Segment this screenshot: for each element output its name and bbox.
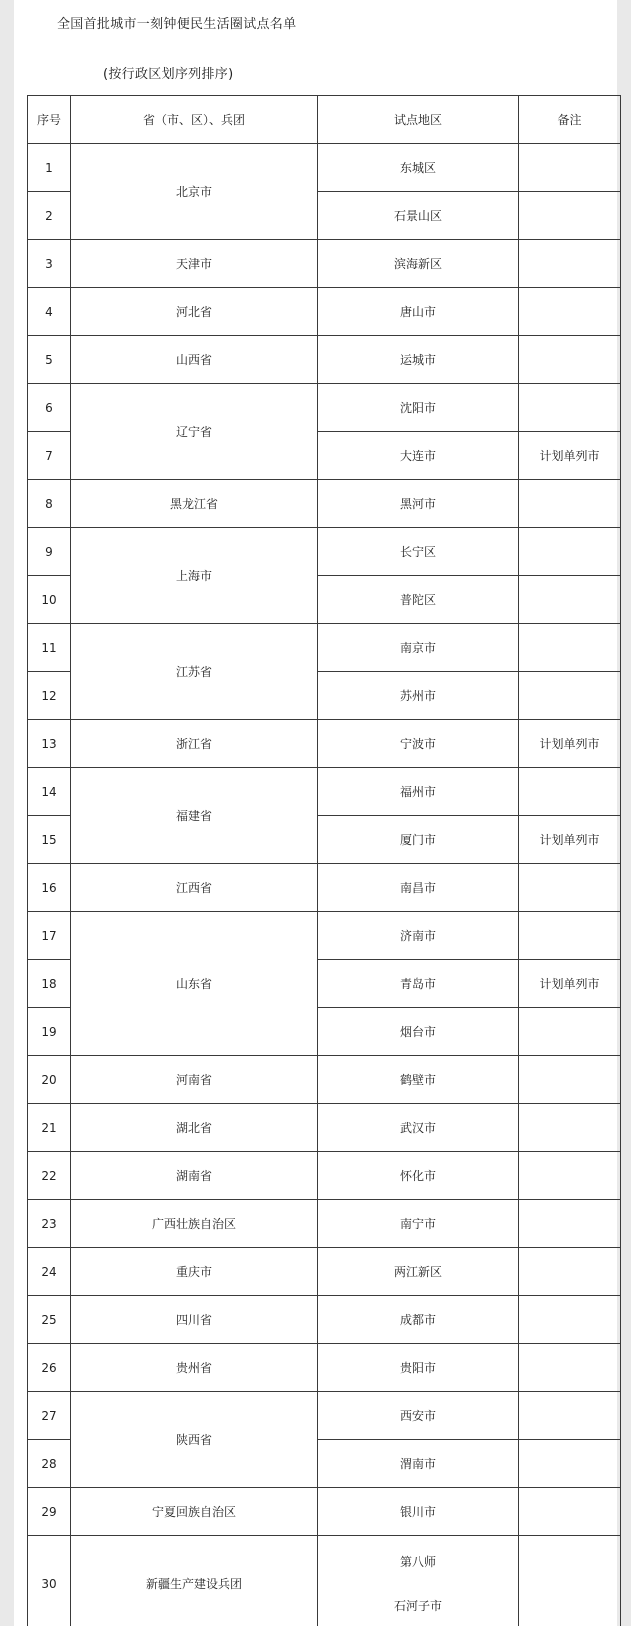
table-row: [28, 624, 621, 672]
row-area-line: 石河子市: [393, 1599, 442, 1613]
row-no: 18: [28, 960, 71, 1008]
header-province: 省（市、区）、兵团: [71, 96, 318, 144]
row-note: 计划单列市: [519, 720, 621, 768]
row-area: 青岛市: [318, 960, 519, 1008]
row-area: 贵阳市: [318, 1344, 519, 1392]
row-no: 16: [28, 864, 71, 912]
row-area: 南昌市: [318, 864, 519, 912]
table-row: [28, 1536, 621, 1626]
row-no: 26: [28, 1344, 71, 1392]
row-note: [519, 1392, 621, 1440]
row-note: [519, 768, 621, 816]
row-no: 14: [28, 768, 71, 816]
row-area: 渭南市: [318, 1440, 519, 1488]
row-no: 20: [28, 1056, 71, 1104]
header-no: 序号: [28, 96, 71, 144]
row-province: 陕西省: [71, 1392, 318, 1488]
row-note: [519, 1056, 621, 1104]
row-no: 25: [28, 1296, 71, 1344]
row-no: 2: [28, 192, 71, 240]
row-no: 11: [28, 624, 71, 672]
row-no: 30: [28, 1536, 71, 1626]
row-province: 河南省: [71, 1056, 318, 1104]
row-area: 沈阳市: [318, 384, 519, 432]
table-row: [28, 1296, 621, 1344]
row-no: 4: [28, 288, 71, 336]
row-province: 黑龙江省: [71, 480, 318, 528]
row-area: [318, 1536, 519, 1626]
row-note: [519, 1008, 621, 1056]
row-province: 宁夏回族自治区: [71, 1488, 318, 1536]
row-province: 福建省: [71, 768, 318, 864]
row-note: [519, 1248, 621, 1296]
row-province: 上海市: [71, 528, 318, 624]
row-note: [519, 1200, 621, 1248]
row-note: [519, 528, 621, 576]
row-note: 计划单列市: [519, 816, 621, 864]
table-row: [28, 864, 621, 912]
row-area: 运城市: [318, 336, 519, 384]
row-no: 5: [28, 336, 71, 384]
row-note: [519, 192, 621, 240]
row-note: [519, 1344, 621, 1392]
document-title: 全国首批城市一刻钟便民生活圈试点名单: [57, 17, 297, 32]
row-note: [519, 1296, 621, 1344]
row-note: [519, 672, 621, 720]
row-no: 28: [28, 1440, 71, 1488]
table-row: [28, 1248, 621, 1296]
row-area: 南京市: [318, 624, 519, 672]
table-row: [28, 528, 621, 576]
row-no: 21: [28, 1104, 71, 1152]
row-area: 厦门市: [318, 816, 519, 864]
table-row: [28, 336, 621, 384]
row-no: 15: [28, 816, 71, 864]
row-area: 福州市: [318, 768, 519, 816]
row-note: [519, 1104, 621, 1152]
table-row: [28, 1488, 621, 1536]
row-note: [519, 144, 621, 192]
row-province: 浙江省: [71, 720, 318, 768]
row-no: 24: [28, 1248, 71, 1296]
row-note: [519, 480, 621, 528]
table-row: [28, 1344, 621, 1392]
row-no: 10: [28, 576, 71, 624]
row-area: 西安市: [318, 1392, 519, 1440]
row-note: [519, 288, 621, 336]
table-row: [28, 768, 621, 816]
row-area: 黑河市: [318, 480, 519, 528]
row-no: 12: [28, 672, 71, 720]
row-note: [519, 1152, 621, 1200]
row-note: [519, 624, 621, 672]
row-no: 7: [28, 432, 71, 480]
row-area: 济南市: [318, 912, 519, 960]
row-no: 23: [28, 1200, 71, 1248]
table-row: [28, 480, 621, 528]
row-note: 计划单列市: [519, 432, 621, 480]
row-area: 普陀区: [318, 576, 519, 624]
row-no: 27: [28, 1392, 71, 1440]
row-note: 计划单列市: [519, 960, 621, 1008]
row-area: 武汉市: [318, 1104, 519, 1152]
row-area: 成都市: [318, 1296, 519, 1344]
row-note: [519, 576, 621, 624]
row-province: 重庆市: [71, 1248, 318, 1296]
row-area: 烟台市: [318, 1008, 519, 1056]
row-area: 鹤壁市: [318, 1056, 519, 1104]
row-area: 南宁市: [318, 1200, 519, 1248]
row-province: 北京市: [71, 144, 318, 240]
row-no: 17: [28, 912, 71, 960]
row-province: 四川省: [71, 1296, 318, 1344]
table-row: [28, 912, 621, 960]
row-note: [519, 1536, 621, 1626]
row-no: 9: [28, 528, 71, 576]
row-province: 山东省: [71, 912, 318, 1056]
row-note: [519, 240, 621, 288]
row-area: 石景山区: [318, 192, 519, 240]
row-no: 13: [28, 720, 71, 768]
row-area: 长宁区: [318, 528, 519, 576]
row-no: 6: [28, 384, 71, 432]
row-province: 辽宁省: [71, 384, 318, 480]
row-province: 湖南省: [71, 1152, 318, 1200]
row-area: 唐山市: [318, 288, 519, 336]
header-area: 试点地区: [318, 96, 519, 144]
row-note: [519, 1440, 621, 1488]
row-note: [519, 912, 621, 960]
row-no: 29: [28, 1488, 71, 1536]
row-area: 滨海新区: [318, 240, 519, 288]
row-note: [519, 384, 621, 432]
row-note: [519, 1488, 621, 1536]
row-province: 天津市: [71, 240, 318, 288]
table-row: [28, 1104, 621, 1152]
table-row: [28, 1200, 621, 1248]
row-province: 湖北省: [71, 1104, 318, 1152]
header-note: 备注: [519, 96, 621, 144]
row-province: 河北省: [71, 288, 318, 336]
row-province: 山西省: [71, 336, 318, 384]
table-row: [28, 384, 621, 432]
row-area: 宁波市: [318, 720, 519, 768]
row-area: 大连市: [318, 432, 519, 480]
row-no: 19: [28, 1008, 71, 1056]
row-area: 苏州市: [318, 672, 519, 720]
row-no: 22: [28, 1152, 71, 1200]
left-margin: [0, 0, 14, 1626]
row-province: 新疆生产建设兵团: [71, 1536, 318, 1626]
row-note: [519, 336, 621, 384]
row-area: 怀化市: [318, 1152, 519, 1200]
row-area-line: 第八师: [399, 1555, 436, 1569]
row-area: 银川市: [318, 1488, 519, 1536]
table-header-row: [28, 96, 621, 144]
table-row: [28, 240, 621, 288]
table-row: [28, 1056, 621, 1104]
table-row: [28, 1392, 621, 1440]
pilot-list-table: [27, 95, 621, 1626]
row-no: 1: [28, 144, 71, 192]
table-row: [28, 720, 621, 768]
table-row: [28, 1152, 621, 1200]
row-area: 东城区: [318, 144, 519, 192]
row-province: 广西壮族自治区: [71, 1200, 318, 1248]
table-row: [28, 288, 621, 336]
document-subtitle: (按行政区划序列排序): [103, 67, 234, 82]
row-no: 8: [28, 480, 71, 528]
row-area: 两江新区: [318, 1248, 519, 1296]
row-province: 江西省: [71, 864, 318, 912]
row-note: [519, 864, 621, 912]
row-province: 江苏省: [71, 624, 318, 720]
row-province: 贵州省: [71, 1344, 318, 1392]
table-row: [28, 144, 621, 192]
row-no: 3: [28, 240, 71, 288]
